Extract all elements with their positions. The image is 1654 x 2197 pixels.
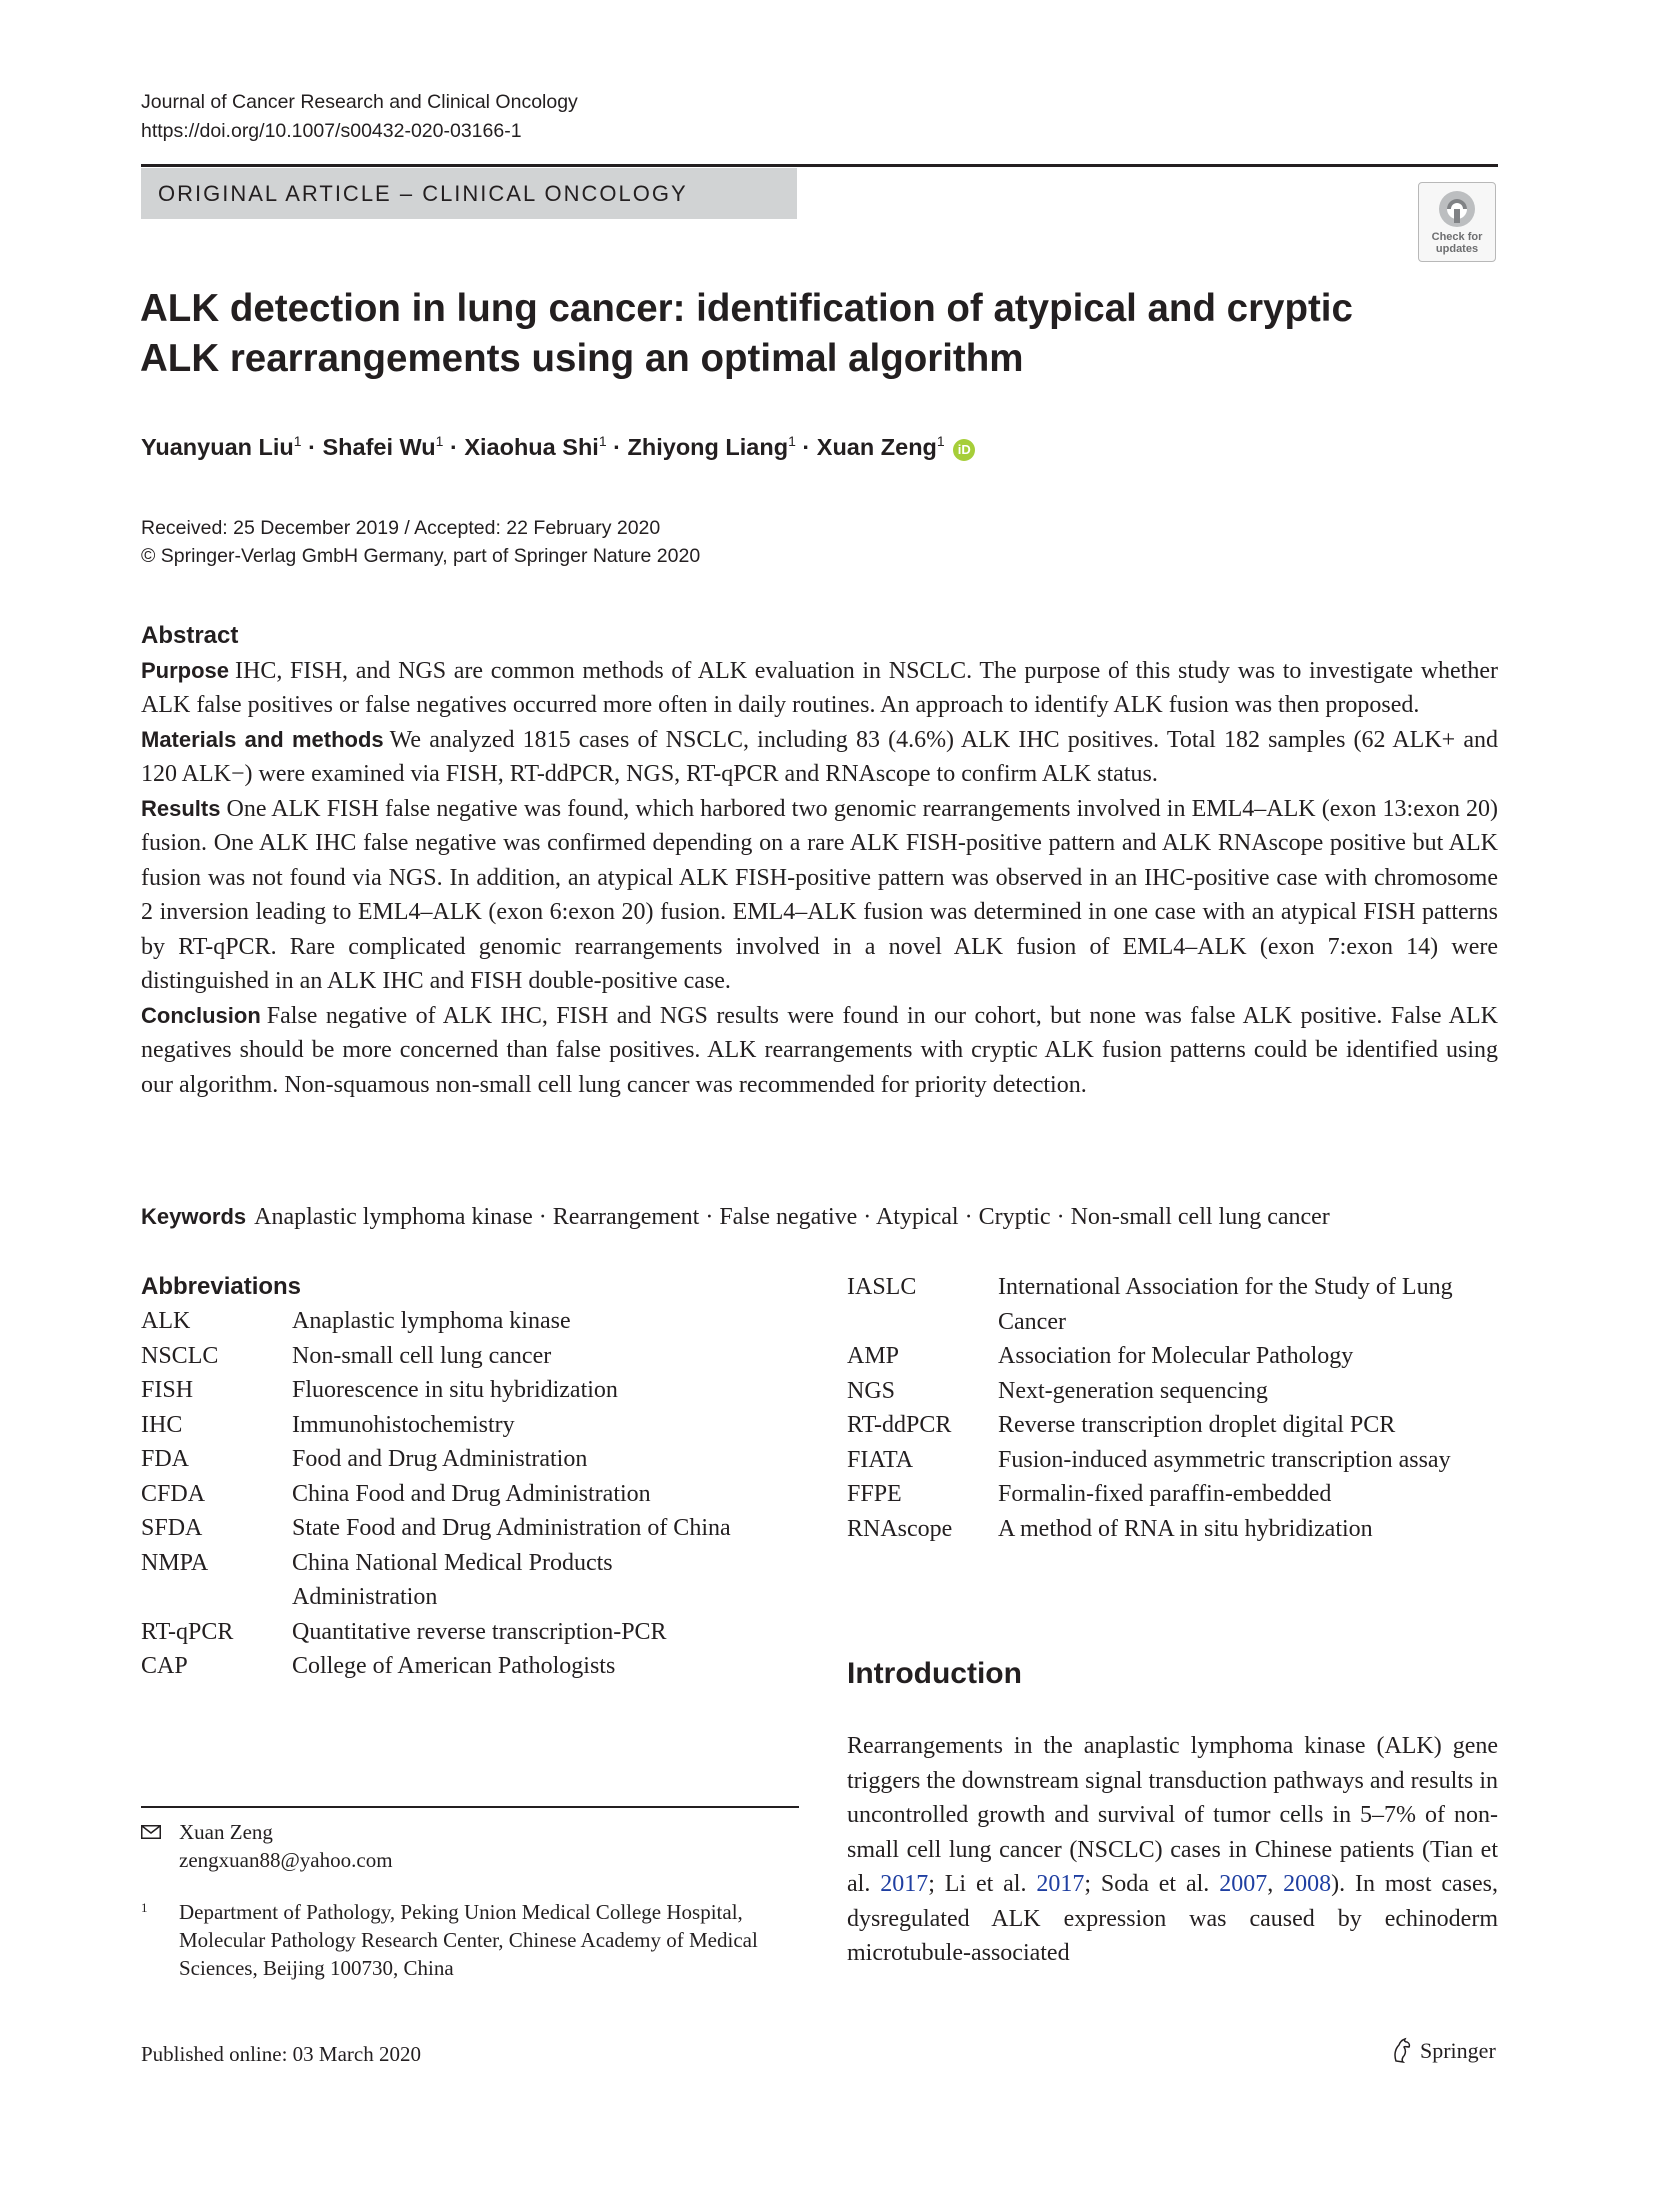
abbreviation-term: SFDA [141,1515,203,1541]
abbreviation-row [141,1546,742,1615]
affiliation-number: 1 [141,1900,148,1915]
doi-link[interactable]: https://doi.org/10.1007/s00432-020-03166-1 [141,120,522,142]
author-affiliation-mark: 1 [435,433,444,449]
abbreviation-definition: College of American Pathologists [292,1653,616,1679]
abbreviation-term: ALK [141,1308,191,1334]
abbreviation-row [847,1339,1498,1374]
affiliation-text: Department of Pathology, Peking Union Medical College Hospital, Molecular Pathology Research Center, Chinese Academy of Medical Sciences, Beijing 100730, China [179,1900,758,1980]
abbreviation-row [847,1512,1498,1547]
abbreviation-definition: China National Medical Products Administration [292,1549,613,1610]
methods-label: Materials and methods [141,726,384,752]
introduction-heading: Introduction [847,1657,1022,1690]
abstract-results [141,792,1498,999]
abbreviation-definition: China Food and Drug Administration [292,1480,651,1507]
springer-logo [1390,2036,1496,2066]
springer-horse-icon [1390,2037,1414,2063]
journal-header [141,88,578,146]
abbreviation-definition: Fluorescence in situ hybridization [292,1377,618,1403]
intro-text-segment: , [1267,1871,1284,1897]
abbreviation-definition: Next-generation sequencing [998,1377,1268,1404]
abstract [141,619,1498,1102]
author-affiliation-mark: 1 [788,433,796,449]
abbreviation-term: RT-ddPCR [847,1412,952,1438]
abbreviation-definition: Formalin-fixed paraffin-embedded [998,1481,1332,1507]
abbreviation-row [141,1442,742,1477]
abbreviation-term: CAP [141,1653,188,1679]
abbreviation-row [141,1615,742,1650]
abbreviation-row [847,1374,1498,1409]
received-accepted: Received: 25 December 2019 / Accepted: 22 February 2020 [141,517,661,539]
abbreviation-row [847,1443,1498,1478]
abbreviation-definition: Quantitative reverse transcription-PCR [292,1618,667,1645]
abbreviations-heading: Abbreviations [141,1273,302,1300]
abbreviation-definition: Reverse transcription droplet digital PCR [998,1412,1396,1438]
abbreviation-definition: Non-small cell lung cancer [292,1342,552,1369]
abbreviation-row [141,1373,742,1408]
intro-text-segment: ; Soda et al. [1084,1871,1220,1897]
abbreviation-definition: Anaplastic lymphoma kinase [292,1308,571,1334]
results-text: One ALK FISH false negative was found, which harbored two genomic rearrangements involved in EML4–ALK (exon 13:exon 20) fusion. One ALK IHC false negative was confirmed depending on a rare ALK FISH-positive pattern and ALK RNAscope positive but ALK fusion was not found via NGS. In addition, an atypical ALK FISH-positive pattern was observed in an IHC-positive case with chromosome 2 inversion leading to EML4–ALK (exon 6:exon 20) fusion. EML4–ALK fusion was determined in one case with an atypical FISH patterns by RT-qPCR. Rare complicated genomic rearrangements involved in a novel ALK fusion of EML4–ALK (exon 7:exon 14) were distinguished in an ALK IHC and FISH double-positive case. [141,795,1498,994]
citation-link[interactable]: 2017 [1036,1871,1085,1897]
abbreviation-row [847,1408,1498,1443]
abbreviation-definition: A method of RNA in situ hybridization [998,1515,1373,1542]
introduction-text [847,1729,1498,1971]
published-online: Published online: 03 March 2020 [141,2042,421,2066]
intro-text-segment: ). In most cases, dysregulated ALK expression was caused by echinoderm microtubule-associated [847,1871,1499,1966]
orcid-icon[interactable]: iD [953,439,975,461]
purpose-label: Purpose [141,657,230,683]
keywords [141,1200,1498,1235]
purpose-text: IHC, FISH, and NGS are common methods of ALK evaluation in NSCLC. The purpose of this study was to investigate whether ALK false positives or false negatives occurred more often in daily routines. An approach to identify ALK fusion was then proposed. [141,657,1498,718]
abbreviation-definition: Food and Drug Administration [292,1446,588,1472]
article-dates [141,514,700,570]
author-affiliation-mark: 1 [293,433,302,449]
abbreviation-row [141,1649,742,1684]
abbreviation-term: RNAscope [847,1515,953,1542]
abstract-heading: Abstract [141,622,239,649]
envelope-icon [141,1818,163,1846]
copyright: © Springer-Verlag GmbH Germany, part of Springer Nature 2020 [141,545,701,567]
check-updates-line1: Check for [1431,231,1483,243]
citation-link[interactable]: 2007 [1219,1871,1268,1897]
article-title: ALK detection in lung cancer: identification of atypical and cryptic ALK rearrangements using an optimal algorithm [140,287,1353,380]
abbreviation-term: CFDA [141,1480,206,1507]
abbreviation-term: FIATA [847,1446,914,1473]
top-rule [141,164,1498,167]
abbreviation-definition: State Food and Drug Administration of China [292,1515,731,1541]
abbreviations-table-left [141,1304,742,1684]
check-updates-line2: updates [1435,243,1479,255]
abbreviation-term: IHC [141,1411,183,1438]
abbreviation-term: FDA [141,1446,190,1472]
abbreviation-row [141,1339,742,1374]
publisher-name: Springer [1420,2038,1496,2063]
abbreviation-term: NGS [847,1377,896,1404]
abbreviation-term: NSCLC [141,1342,219,1369]
abbreviation-term: NMPA [141,1549,209,1576]
abbreviation-row [141,1511,742,1546]
abstract-conclusion [141,999,1498,1103]
abbreviation-definition: Immunohistochemistry [292,1411,515,1438]
intro-text-segment: ; Li et al. [928,1871,1037,1897]
abbreviations-table-right [847,1270,1498,1546]
abbreviation-term: AMP [847,1343,900,1369]
abbreviation-definition: Fusion-induced asymmetric transcription assay [998,1446,1451,1473]
author-affiliation-mark: 1 [936,433,945,449]
author-affiliation-mark: 1 [598,433,607,449]
conclusion-label: Conclusion [141,1002,261,1028]
citation-link[interactable]: 2008 [1283,1871,1332,1897]
abbreviation-row [847,1477,1498,1512]
keywords-text: Anaplastic lymphoma kinase · Rearrangement · False negative · Atypical · Cryptic · Non-small cell lung cancer [254,1204,1330,1230]
abbreviation-row [141,1477,742,1512]
abbreviation-term: FISH [141,1377,194,1403]
journal-name: Journal of Cancer Research and Clinical Oncology [141,91,578,113]
author-name[interactable]: Yuanyuan Liu [141,434,294,460]
correspondence-email[interactable]: zengxuan88@yahoo.com [179,1848,393,1872]
abbreviation-term: RT-qPCR [141,1618,234,1645]
affiliation [141,1898,761,1982]
citation-link[interactable]: 2017 [880,1871,929,1897]
results-label: Results [141,795,221,821]
abstract-methods [141,723,1498,792]
abbreviation-row [141,1408,742,1443]
check-for-updates-button[interactable] [1418,182,1496,262]
author-name[interactable]: Zhiyong Liang [627,434,789,460]
abstract-purpose [141,654,1498,723]
abbreviation-row [141,1304,742,1339]
abbreviation-row [847,1270,1498,1339]
check-updates-icon [1437,189,1477,229]
intro-text-segment: Rearrangements in the anaplastic lymphoma kinase (ALK) gene triggers the downstream signal transduction pathways and results in uncontrolled growth and survival of tumor cells in 5–7% of non-small cell lung cancer (NSCLC) cases in Chinese patients (Tian et al. [847,1733,1498,1897]
methods-text: We analyzed 1815 cases of NSCLC, including 83 (4.6%) ALK IHC positives. Total 182 samples (62 ALK+ and 120 ALK−) were examined via FISH, RT-ddPCR, NGS, RT-qPCR and RNAscope to confirm ALK status. [141,726,1499,787]
correspondence-name: Xuan Zeng [179,1820,273,1844]
abbreviation-term: FFPE [847,1481,902,1507]
abbreviation-definition: Association for Molecular Pathology [998,1343,1354,1369]
author-name[interactable]: Xiaohua Shi [464,434,599,460]
footnote-rule [141,1806,799,1808]
correspondence [141,1818,393,1874]
conclusion-text: False negative of ALK IHC, FISH and NGS results were found in our cohort, but none was false ALK positive. False ALK negatives should be more concerned than false positives. ALK rearrangements with cryptic ALK fusion patterns could be identified using our algorithm. Non-squamous non-small cell lung cancer was recommended for priority detection. [141,1002,1498,1098]
author-name[interactable]: Shafei Wu [322,434,436,460]
abbreviation-term: IASLC [847,1274,917,1300]
author-name[interactable]: Xuan Zeng [816,434,937,460]
article-type-banner: ORIGINAL ARTICLE – CLINICAL ONCOLOGY [141,168,797,219]
abbreviation-definition: International Association for the Study of Lung Cancer [998,1274,1453,1335]
keywords-label: Keywords [141,1204,247,1229]
author-list: Yuanyuan Liu$^1$ · Shafei $Wu^1$ · Xiaohua Shi$^1$ · Zhiyong Liang$^1$ · Xuan Zeng$^1$ iD [141,430,975,464]
